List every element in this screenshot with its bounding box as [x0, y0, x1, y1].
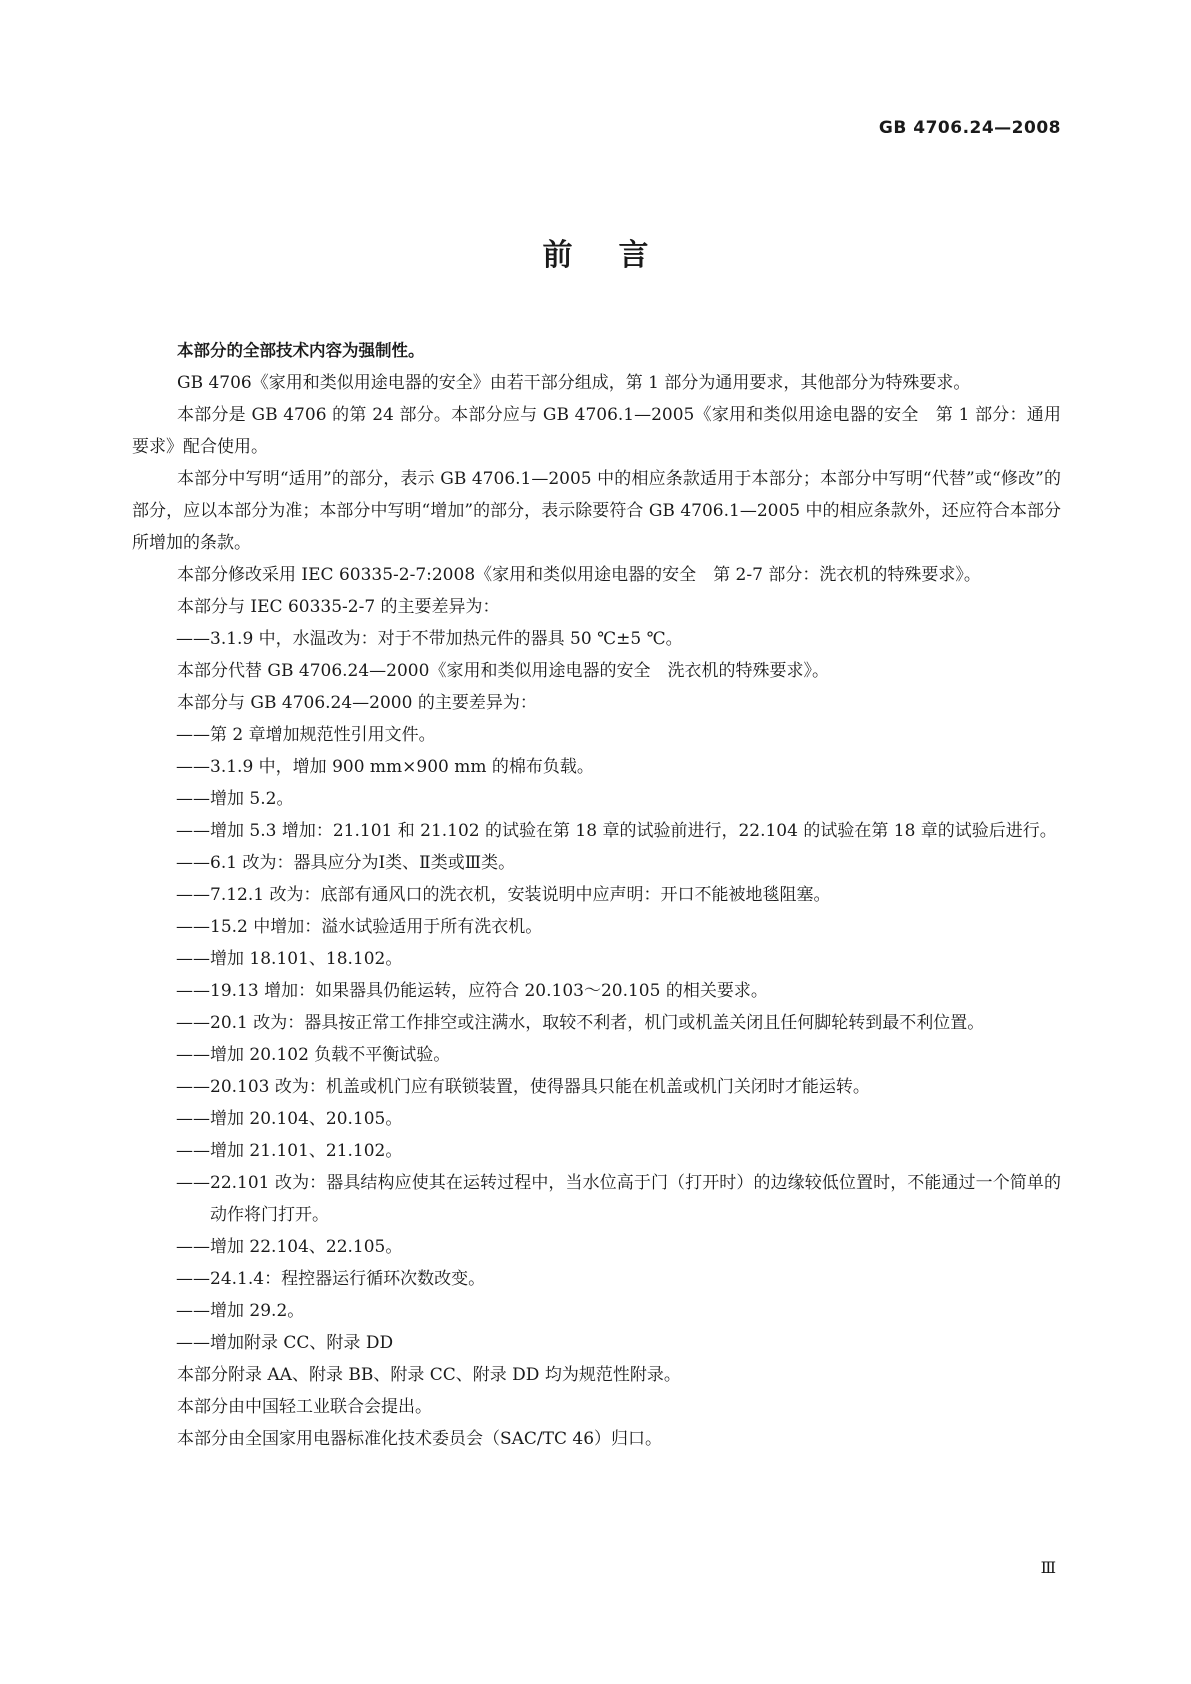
- list-item: ——增加 22.104、22.105。: [176, 1237, 403, 1257]
- paragraph: GB 4706《家用和类似用途电器的安全》由若干部分组成，第 1 部分为通用要求，其他部分为特殊要求。: [177, 373, 971, 393]
- page-number: Ⅲ: [1040, 1558, 1056, 1577]
- paragraph: 本部分附录 AA、附录 BB、附录 CC、附录 DD 均为规范性附录。: [177, 1365, 681, 1385]
- list-item: ——第 2 章增加规范性引用文件。: [176, 725, 436, 745]
- list-item: ——19.13 增加：如果器具仍能运转，应符合 20.103～20.105 的相关要求。: [176, 981, 768, 1001]
- list-item: ——20.103 改为：机盖或机门应有联锁装置，使得器具只能在机盖或机门关闭时才能运转。: [176, 1077, 870, 1097]
- mandatory-statement: 本部分的全部技术内容为强制性。: [177, 341, 425, 360]
- list-item: ——24.1.4：程控器运行循环次数改变。: [176, 1269, 486, 1289]
- paragraph: 本部分由全国家用电器标准化技术委员会（SAC/TC 46）归口。: [177, 1429, 663, 1449]
- list-item: ——增加 29.2。: [176, 1301, 305, 1321]
- paragraph: 本部分中写明“适用”的部分，表示 GB 4706.1—2005 中的相应条款适用于本部分；本部分中写明“代替”或“修改”的部分，应以本部分为准；本部分中写明“增加”的部分，表示除要符合 GB 4706.1—2005 中的相应条款外，还应符合本部分所增加的条款。: [132, 469, 1061, 553]
- paragraph: 本部分与 GB 4706.24—2000 的主要差异为：: [177, 693, 537, 713]
- paragraph: 本部分代替 GB 4706.24—2000《家用和类似用途电器的安全 洗衣机的特殊要求》。: [177, 661, 829, 681]
- list-item: ——增加 20.104、20.105。: [176, 1109, 403, 1129]
- list-item: ——增加 21.101、21.102。: [176, 1141, 403, 1161]
- paragraph: 本部分是 GB 4706 的第 24 部分。本部分应与 GB 4706.1—2005《家用和类似用途电器的安全 第 1 部分：通用要求》配合使用。: [132, 405, 1061, 457]
- paragraph: 本部分由中国轻工业联合会提出。: [177, 1397, 432, 1417]
- list-item: ——增加 5.2。: [176, 789, 294, 809]
- document-code: GB 4706.24—2008: [878, 118, 1061, 138]
- paragraph: 本部分修改采用 IEC 60335-2-7:2008《家用和类似用途电器的安全 第 2-7 部分：洗衣机的特殊要求》。: [177, 565, 981, 585]
- paragraph: 本部分与 IEC 60335-2-7 的主要差异为：: [177, 597, 500, 617]
- list-item: ——3.1.9 中，水温改为：对于不带加热元件的器具 50 ℃±5 ℃。: [176, 629, 683, 649]
- list-item: ——增加附录 CC、附录 DD: [176, 1333, 394, 1353]
- list-item: ——22.101 改为：器具结构应使其在运转过程中，当水位高于门（打开时）的边缘较低位置时，不能通过一个简单的动作将门打开。: [176, 1173, 1061, 1225]
- list-item: ——15.2 中增加：溢水试验适用于所有洗衣机。: [176, 917, 543, 937]
- list-item: ——增加 20.102 负载不平衡试验。: [176, 1045, 451, 1065]
- document-body: [132, 335, 1061, 1455]
- list-item: ——增加 18.101、18.102。: [176, 949, 403, 969]
- list-item: ——6.1 改为：器具应分为Ⅰ类、Ⅱ类或Ⅲ类。: [176, 853, 516, 873]
- list-item: ——7.12.1 改为：底部有通风口的洗衣机，安装说明中应声明：开口不能被地毯阻塞。: [176, 885, 831, 905]
- page-title: 前言: [542, 238, 695, 273]
- list-item: ——增加 5.3 增加：21.101 和 21.102 的试验在第 18 章的试验前进行，22.104 的试验在第 18 章的试验后进行。: [176, 821, 1057, 841]
- list-item: ——3.1.9 中，增加 900 mm×900 mm 的棉布负载。: [176, 757, 594, 777]
- list-item: ——20.1 改为：器具按正常工作排空或注满水，取较不利者，机门或机盖关闭且任何脚轮转到最不利位置。: [176, 1013, 985, 1033]
